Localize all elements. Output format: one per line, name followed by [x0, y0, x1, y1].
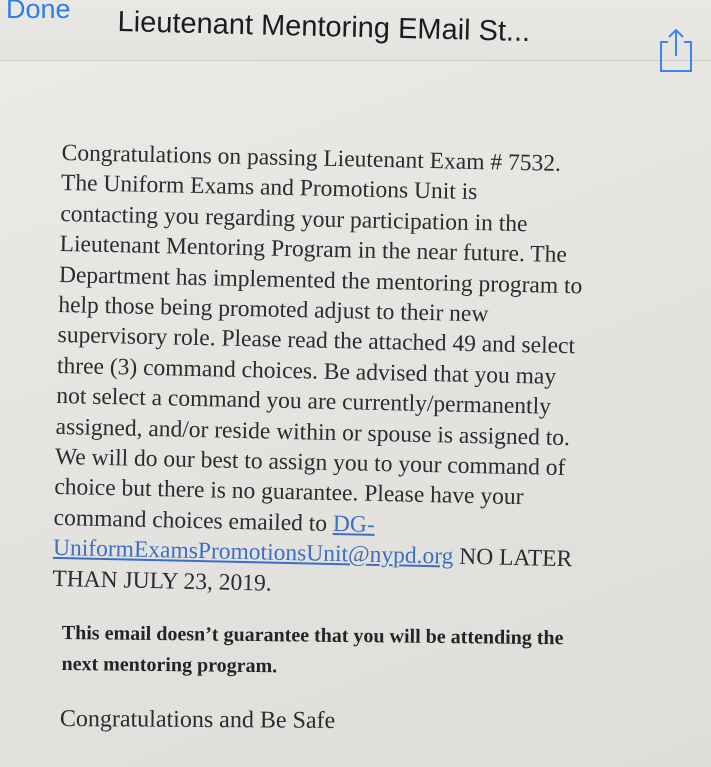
body-line: The Uniform Exams and Promotions Unit is — [60, 170, 478, 206]
body-line: contacting you regarding your participation in the — [60, 200, 528, 237]
body-line: Lieutenant Mentoring Program in the near future. The — [59, 231, 568, 269]
body-line: Department has implemented the mentoring program to — [58, 261, 583, 300]
disclaimer-line: next mentoring program. — [61, 652, 278, 678]
body-line: choice but there is no guarantee. Please have your — [54, 474, 524, 511]
body-line: help those being promoted adjust to their new — [58, 291, 489, 328]
body-line: assigned, and/or reside within or spouse is assigned to. — [55, 413, 571, 451]
body-line: We will do our best to assign you to your command of — [54, 443, 566, 482]
body-text: NO LATER — [453, 543, 573, 573]
body-text: command choices emailed to — [53, 504, 334, 537]
done-button[interactable]: Done — [6, 0, 71, 25]
email-link-part-1[interactable]: DG- — [332, 510, 375, 538]
email-body — [52, 138, 672, 607]
disclaimer-note — [61, 618, 672, 686]
body-line: Congratulations on passing Lieutenant Exam # 7532. — [61, 139, 562, 177]
email-link-part-2[interactable]: UniformExamsPromotionsUnit@nypd.org — [52, 535, 454, 570]
body-line: supervisory role. Please read the attached 49 and select — [57, 322, 576, 360]
body-line: three (3) command choices. Be advised that you may — [56, 352, 557, 390]
body-line: THAN JULY 23, 2019. — [52, 565, 272, 597]
document-title: Lieutenant Mentoring EMail St... — [117, 6, 531, 49]
signoff: Congratulations and Be Safe — [59, 706, 336, 734]
disclaimer-line: This email doesn’t guarantee that you will be attending the — [61, 621, 564, 650]
body-line: not select a command you are currently/permanently — [56, 383, 552, 420]
